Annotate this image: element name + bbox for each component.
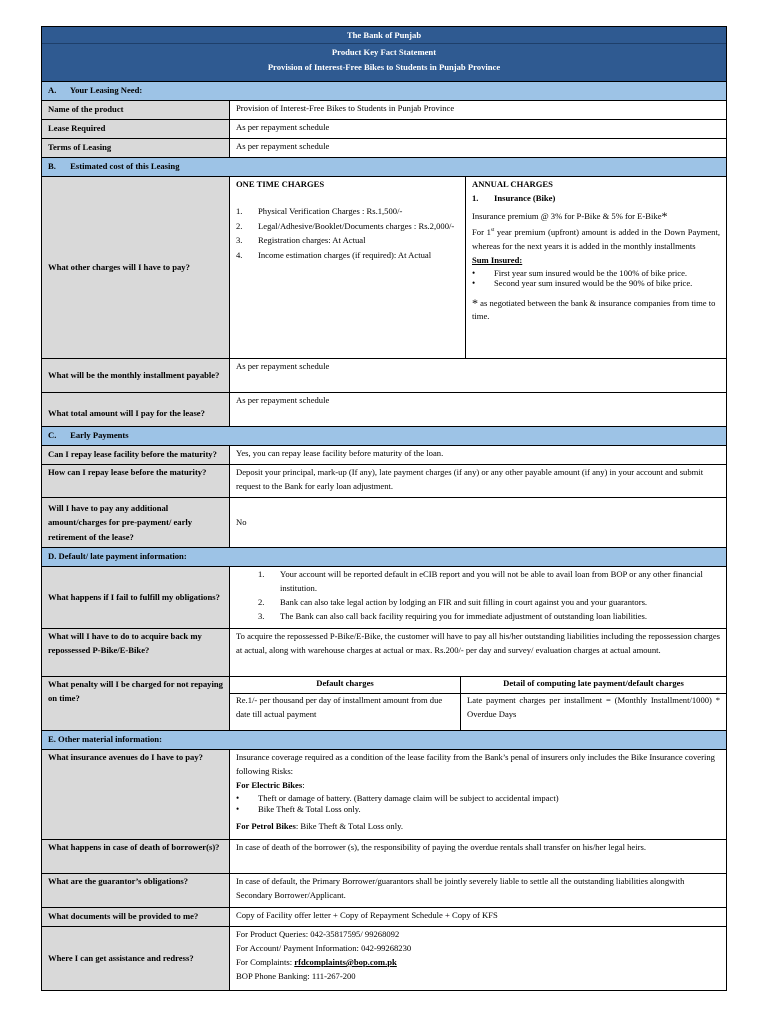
- section-title: E. Other material information:: [48, 734, 162, 744]
- row-label: What will I have to do to acquire back my repossessed P-Bike/E-Bike?: [42, 629, 230, 676]
- table-row: [42, 749, 726, 839]
- list-item: 4. Income estimation charges (if required): At Actual: [236, 249, 432, 260]
- electric-heading: For Electric Bikes:: [236, 779, 305, 790]
- document-subtitle: Provision of Interest-Free Bikes to Students in Punjab Province: [267, 62, 501, 72]
- list-item: 2. Bank can also take legal action by lodging an FIR and suit filling in court against you and your guarantors.: [258, 596, 648, 607]
- row-value: As per repayment schedule: [236, 141, 330, 151]
- charges-columns: [230, 177, 726, 358]
- row-label: Terms of Leasing: [42, 139, 230, 157]
- section-title: Estimated cost of this Leasing: [70, 161, 180, 171]
- section-e-header: [42, 730, 726, 749]
- row-value: [230, 567, 726, 628]
- row-value: As per repayment schedule: [236, 395, 330, 405]
- upfront-note: For 1st year premium (upfront) amount is added in the Down Payment, whereas for the next years it is added in the monthly installments: [472, 226, 720, 251]
- insurance-premium: Insurance premium @ 3% for P-Bike & 5% for E-Bike*: [472, 208, 668, 223]
- list-item: 3. The Bank can also call back facility requiring you for immediate adjustment of outstanding loan liabilities.: [258, 610, 648, 621]
- list-item: • Theft or damage of battery. (Battery damage claim will be subject to accidental impact): [236, 792, 559, 803]
- list-item: 1. Physical Verification Charges : Rs.1,500/-: [236, 205, 403, 216]
- negotiation-note: * as negotiated between the bank & insurance companies from time to time.: [472, 296, 716, 321]
- section-d-header: [42, 547, 726, 566]
- section-letter: C.: [48, 430, 57, 440]
- row-label: What insurance avenues do I have to pay?: [42, 750, 230, 839]
- row-value: Yes, you can repay lease facility before maturity of the loan.: [236, 448, 444, 458]
- account-info: For Account/ Payment Information: 042-99268230: [236, 942, 412, 953]
- annual-item: 1. Insurance (Bike): [472, 192, 556, 203]
- row-label: What happens if I fail to fulfill my obligations?: [42, 567, 230, 628]
- row-label: What penalty will I be charged for not repaying on time?: [42, 677, 230, 730]
- kfs-table: [41, 26, 727, 991]
- table-row: [42, 566, 726, 628]
- row-value: Copy of Facility offer letter + Copy of Repayment Schedule + Copy of KFS: [236, 910, 498, 920]
- consequence-list: [258, 568, 720, 624]
- table-row: [42, 907, 726, 926]
- insurance-intro: Insurance coverage required as a condition of the lease facility from the Bank’s penal of insurers only includes the Bike Insurance covering following Risks:: [236, 752, 715, 776]
- row-label: What happens in case of death of borrower(s)?: [42, 840, 230, 873]
- list-item: • Second year sum insured would be the 90% of bike price.: [472, 278, 693, 289]
- annual-charges: [466, 177, 726, 358]
- list-item: 3. Registration charges: At Actual: [236, 235, 366, 246]
- column-header: Default charges: [230, 677, 461, 693]
- complaints-line: For Complaints: rfdcomplaints@bop.com.pk: [236, 956, 397, 967]
- list-item: • First year sum insured would be the 100% of bike price.: [472, 267, 688, 278]
- petrol-line: For Petrol Bikes: Bike Theft & Total Loss only.: [236, 821, 403, 832]
- sum-insured-heading: Sum Insured:: [472, 254, 523, 265]
- list-item: 1. Your account will be reported default in eCIB report and you will not be able to avail loan from BOP or any other financial institution.: [258, 569, 703, 593]
- default-charges: Re.1/- per thousand per day of installment amount from due date till actual payment: [230, 694, 461, 730]
- section-letter: A.: [48, 85, 57, 95]
- table-row: [42, 392, 726, 426]
- row-label: What other charges will I have to pay?: [42, 177, 230, 358]
- row-label: How can I repay lease before the maturity?: [42, 465, 230, 497]
- electric-risks-list: [236, 793, 720, 815]
- row-label: What will be the monthly installment payable?: [42, 359, 230, 392]
- section-c-header: [42, 426, 726, 445]
- table-row: [42, 464, 726, 497]
- section-title: D. Default/ late payment information:: [48, 551, 187, 561]
- table-row: [42, 119, 726, 138]
- row-value: No: [236, 516, 247, 527]
- row-value: [230, 927, 726, 990]
- row-value: As per repayment schedule: [236, 361, 330, 371]
- table-row: [42, 497, 726, 547]
- complaints-email-link[interactable]: rfdcomplaints@bop.com.pk: [294, 956, 397, 967]
- table-row: [42, 100, 726, 119]
- computing-details: Late payment charges per installment = (Monthly Installment/1000) * Overdue Days: [467, 695, 720, 719]
- penalty-header-row: [230, 677, 726, 694]
- penalty-table: [230, 677, 726, 730]
- list-item: 2. Legal/Adhesive/Booklet/Documents charges : Rs.2,000/-: [236, 220, 455, 231]
- one-time-charges: [230, 177, 466, 358]
- row-label: Name of the product: [42, 101, 230, 119]
- row-value: Provision of Interest-Free Bikes to Students in Punjab Province: [236, 103, 455, 113]
- table-row-penalty: [42, 676, 726, 730]
- penalty-value-row: [230, 694, 726, 730]
- annual-heading: ANNUAL CHARGES: [472, 179, 553, 189]
- row-value: In case of default, the Primary Borrower/guarantors shall be jointly severely liable to settle all the outstanding liabilities alongwith Secondary Borrower/Applicant.: [236, 876, 685, 900]
- product-queries: For Product Queries: 042-35817595/ 99268092: [236, 929, 400, 939]
- section-a-header: [42, 81, 726, 100]
- table-row: [42, 628, 726, 676]
- row-value: As per repayment schedule: [236, 122, 330, 132]
- row-label: What total amount will I pay for the lease?: [42, 393, 230, 426]
- row-label: Can I repay lease facility before the maturity?: [42, 446, 230, 464]
- row-value: [230, 750, 726, 839]
- row-label: What are the guarantor’s obligations?: [42, 874, 230, 907]
- bank-name: The Bank of Punjab: [346, 30, 422, 40]
- document-title: Product Key Fact Statement: [42, 43, 726, 59]
- one-time-list: [236, 204, 459, 262]
- column-header: Detail of computing late payment/default charges: [503, 678, 684, 688]
- row-label: Where I can get assistance and redress?: [42, 927, 230, 990]
- row-label: Lease Required: [42, 120, 230, 138]
- sum-insured-list: [472, 268, 720, 290]
- phone-banking: BOP Phone Banking: 111-267-200: [236, 970, 356, 981]
- section-b-header: [42, 157, 726, 176]
- table-row: [42, 358, 726, 392]
- row-value: To acquire the repossessed P-Bike/E-Bike, the customer will have to pay all his/her outstanding liabilities including the repossession charges at actual, along with warehouse charges at actual or max. Rs.200/- per day and survey/ evaluation charges at actual amount.: [236, 631, 720, 655]
- table-row: [42, 138, 726, 157]
- table-row: [42, 445, 726, 464]
- table-row: [42, 926, 726, 990]
- row-label: What documents will be provided to me?: [42, 908, 230, 926]
- section-title: Your Leasing Need:: [69, 85, 143, 95]
- table-row: [42, 839, 726, 873]
- row-label: Will I have to pay any additional amount/charges for pre-payment/ early retirement of the lease?: [42, 498, 230, 547]
- section-title: Early Payments: [70, 430, 129, 440]
- row-value: In case of death of the borrower (s), the responsibility of paying the overdue rentals shall transfer on his/her legal heirs.: [236, 842, 646, 852]
- table-row: [42, 873, 726, 907]
- list-item: • Bike Theft & Total Loss only.: [236, 803, 361, 814]
- one-time-heading: ONE TIME CHARGES: [236, 179, 325, 189]
- table-row-other-charges: [42, 176, 726, 358]
- document-header: [42, 27, 726, 81]
- row-value: Deposit your principal, mark-up (If any), late payment charges (if any) or any other payable amount (if any) in your account and submit request to the Bank for early loan adjustment.: [236, 467, 704, 491]
- section-letter: B.: [48, 161, 56, 171]
